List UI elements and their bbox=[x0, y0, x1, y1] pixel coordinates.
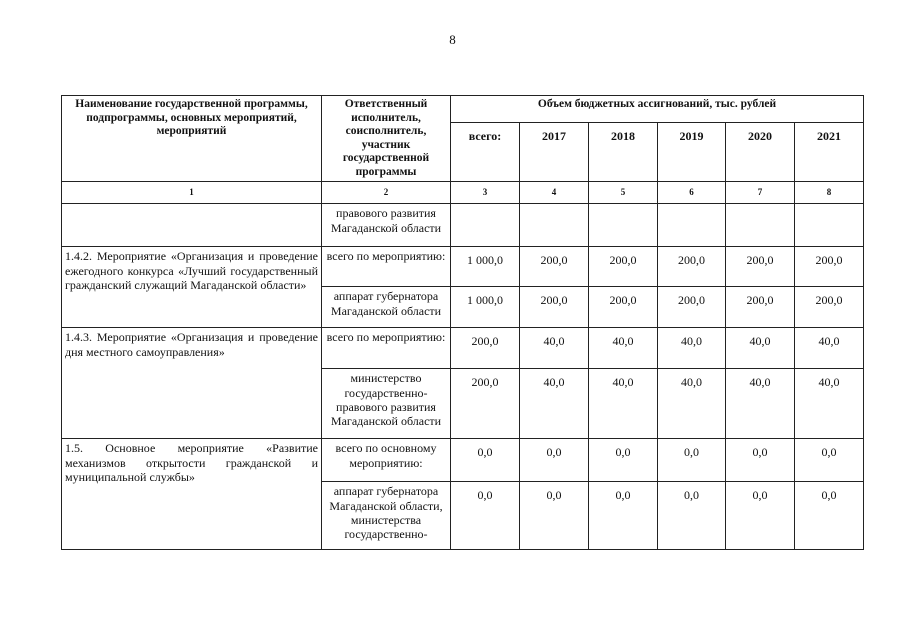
row-name: 1.4.2. Мероприятие «Организация и проведение ежегодного конкурса «Лучший государственный гражданский служащий Магаданской области» bbox=[62, 247, 322, 328]
header-year: 2019 bbox=[658, 123, 726, 182]
row-value: 200,0 bbox=[726, 247, 795, 287]
row-value bbox=[589, 204, 658, 247]
row-value bbox=[658, 204, 726, 247]
row-value: 200,0 bbox=[658, 287, 726, 328]
row-value: 40,0 bbox=[658, 328, 726, 369]
table-row bbox=[62, 247, 864, 287]
row-executor: всего по мероприятию: bbox=[322, 328, 451, 369]
row-value: 1 000,0 bbox=[451, 247, 520, 287]
column-number: 7 bbox=[726, 182, 795, 204]
row-value: 200,0 bbox=[589, 287, 658, 328]
row-value: 40,0 bbox=[520, 369, 589, 439]
row-executor: аппарат губернатора Магаданской области bbox=[322, 287, 451, 328]
row-value: 40,0 bbox=[658, 369, 726, 439]
row-value: 0,0 bbox=[658, 482, 726, 550]
header-year: 2017 bbox=[520, 123, 589, 182]
row-executor: всего по мероприятию: bbox=[322, 247, 451, 287]
header-name: Наименование государственной программы, подпрограммы, основных мероприятий, мероприятий bbox=[62, 96, 322, 182]
header-executor: Ответственный исполнитель, соисполнитель, участник государственной программы bbox=[322, 96, 451, 182]
row-value: 200,0 bbox=[795, 287, 864, 328]
row-value: 1 000,0 bbox=[451, 287, 520, 328]
table-row bbox=[62, 439, 864, 482]
table-row bbox=[62, 204, 864, 247]
row-executor: министерство государственно-правового развития Магаданской области bbox=[322, 369, 451, 439]
row-value bbox=[520, 204, 589, 247]
row-value bbox=[451, 204, 520, 247]
budget-table bbox=[61, 95, 864, 550]
header-year: 2018 bbox=[589, 123, 658, 182]
row-value: 200,0 bbox=[520, 287, 589, 328]
row-value: 0,0 bbox=[589, 439, 658, 482]
row-value: 0,0 bbox=[795, 439, 864, 482]
row-value bbox=[795, 204, 864, 247]
column-number: 5 bbox=[589, 182, 658, 204]
header-budget: Объем бюджетных ассигнований, тыс. рублей bbox=[451, 96, 864, 123]
row-name: 1.4.3. Мероприятие «Организация и проведение дня местного самоуправления» bbox=[62, 328, 322, 439]
row-value: 40,0 bbox=[589, 328, 658, 369]
row-value bbox=[726, 204, 795, 247]
row-executor: всего по основному мероприятию: bbox=[322, 439, 451, 482]
column-number: 6 bbox=[658, 182, 726, 204]
row-name: 1.5. Основное мероприятие «Развитие механизмов открытости гражданской и муниципальной службы» bbox=[62, 439, 322, 550]
column-number: 4 bbox=[520, 182, 589, 204]
row-value: 0,0 bbox=[589, 482, 658, 550]
row-value: 40,0 bbox=[795, 369, 864, 439]
row-value: 200,0 bbox=[726, 287, 795, 328]
row-value: 40,0 bbox=[726, 328, 795, 369]
column-number: 3 bbox=[451, 182, 520, 204]
row-name bbox=[62, 204, 322, 247]
row-value: 200,0 bbox=[451, 328, 520, 369]
row-value: 40,0 bbox=[726, 369, 795, 439]
row-value: 200,0 bbox=[658, 247, 726, 287]
table-row bbox=[62, 328, 864, 369]
row-value: 0,0 bbox=[520, 439, 589, 482]
header-year: 2020 bbox=[726, 123, 795, 182]
column-number: 2 bbox=[322, 182, 451, 204]
row-value: 0,0 bbox=[726, 439, 795, 482]
row-executor: аппарат губернатора Магаданской области, министерства государственно- bbox=[322, 482, 451, 550]
row-value: 200,0 bbox=[451, 369, 520, 439]
header-total: всего: bbox=[451, 123, 520, 182]
row-value: 0,0 bbox=[520, 482, 589, 550]
row-value: 40,0 bbox=[795, 328, 864, 369]
row-value: 40,0 bbox=[520, 328, 589, 369]
row-value: 0,0 bbox=[726, 482, 795, 550]
row-executor: правового развития Магаданской области bbox=[322, 204, 451, 247]
row-value: 0,0 bbox=[658, 439, 726, 482]
page-number: 8 bbox=[449, 32, 456, 47]
row-value: 200,0 bbox=[520, 247, 589, 287]
row-value: 0,0 bbox=[795, 482, 864, 550]
row-value: 200,0 bbox=[795, 247, 864, 287]
row-value: 0,0 bbox=[451, 439, 520, 482]
row-value: 0,0 bbox=[451, 482, 520, 550]
header-year: 2021 bbox=[795, 123, 864, 182]
column-number: 1 bbox=[62, 182, 322, 204]
row-value: 40,0 bbox=[589, 369, 658, 439]
column-number: 8 bbox=[795, 182, 864, 204]
row-value: 200,0 bbox=[589, 247, 658, 287]
